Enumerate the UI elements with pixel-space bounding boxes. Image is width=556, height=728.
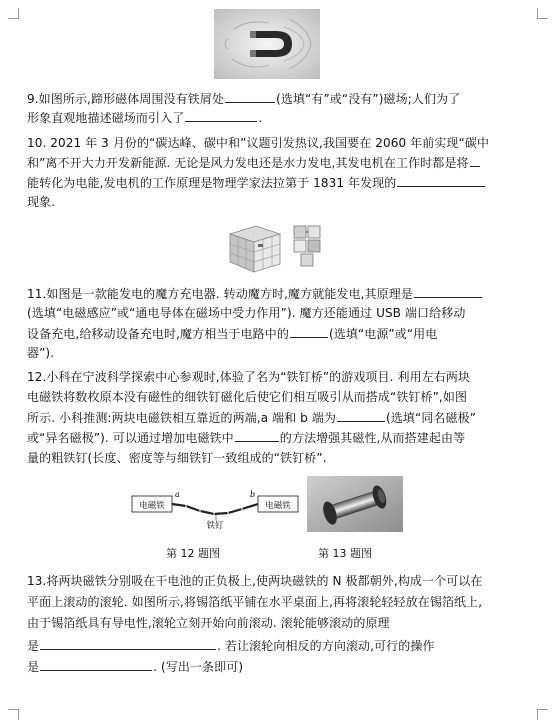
q10-text: 能转化为电能,发电机的工作原理是物理学家法拉第于 1831 年发现的 — [27, 176, 397, 190]
q12-text: 的方法增强其磁性,从而搭建起由等 — [279, 431, 466, 445]
left-electromagnet-label: 电磁铁 — [139, 501, 165, 511]
question-12-line-5: 量的粗铁钉(长度、密度等与细铁钉一致组成的“铁钉桥”. — [27, 451, 327, 465]
q9-text: 9.如图所示,蹄形磁体周围没有铁屑处 — [27, 92, 225, 106]
q11-text: 设备充电,给移动设备充电时,魔方相当于电路中的 — [27, 327, 289, 341]
question-13-line-2: 平面上滚动的滚轮. 如图所示,将锡箔纸平铺在水平桌面上,再将滚轮轻轻放在锡箔纸上, — [27, 595, 483, 609]
q12-text: (选填“同名磁极” — [386, 411, 477, 425]
q11-text: (选填“电源”或“用电 — [328, 327, 438, 341]
q13-text: . 若让滚轮向相反的方向滚动,可行的操作 — [217, 639, 435, 653]
q9-answer-blank-2[interactable] — [185, 108, 257, 122]
q12-text: 或“异名磁极”). 可以通过增加电磁铁中 — [27, 431, 234, 445]
question-12-line-1: 12.小科在宁波科学探索中心参观时,体验了名为“铁钉桥”的游戏项目. 利用左右两块 — [27, 370, 471, 384]
nail-chain — [172, 504, 258, 514]
question-11-line-3 — [27, 324, 525, 345]
question-9-line-1 — [27, 89, 525, 110]
crop-mark-top-right — [537, 8, 548, 19]
question-11-line-2: (选填“电磁感应”或“通电导体在磁场中受力作用”). 魔方还能通过 USB 端口给移动 — [27, 306, 466, 320]
q9-answer-blank-1[interactable] — [225, 89, 275, 103]
battery-roller-photo — [307, 476, 403, 532]
crop-mark-bottom-left — [8, 709, 19, 720]
question-13-line-5 — [27, 657, 525, 678]
question-10-line-1: 10. 2021 年 3 月份的“碳达峰、碳中和”议题引发热议,我国要在 2060 年前实现“碳中 — [27, 136, 490, 150]
q12-text: 所示. 小科推测:两块电磁铁相互靠近的两端,a 端和 b 端为 — [27, 411, 337, 425]
q13-answer-blank-2[interactable] — [40, 657, 152, 671]
horseshoe-magnet-photo — [214, 9, 320, 79]
q10-answer-blank-2[interactable] — [397, 173, 485, 187]
question-12-line-3 — [27, 408, 525, 429]
q11-text: 11.如图是一款能发电的魔方充电器. 转动魔方时,魔方就能发电,其原理是 — [27, 287, 413, 301]
question-10-line-3 — [27, 173, 525, 194]
figure-12-caption: 第 12 题图 — [166, 547, 220, 560]
q12-answer-blank-1[interactable] — [337, 408, 385, 422]
end-b-label: b — [250, 490, 256, 499]
crop-mark-top-left — [8, 8, 19, 19]
q9-text: (选填“有”或“没有”)磁场;人们为了 — [276, 92, 461, 106]
q11-answer-blank-1[interactable] — [414, 284, 482, 298]
question-12-line-4 — [27, 428, 525, 449]
question-10-line-2 — [27, 153, 525, 174]
question-11-line-1 — [27, 284, 525, 305]
question-11-line-4: 器”). — [27, 346, 55, 360]
nail-bridge-diagram — [130, 490, 300, 532]
q13-answer-blank-1[interactable] — [40, 636, 216, 650]
rubiks-cube-charger-photo — [222, 218, 330, 276]
right-electromagnet-label: 电磁铁 — [265, 501, 291, 511]
nail-label: 铁钉 — [206, 521, 224, 531]
q9-text: . — [258, 111, 263, 125]
figure-13-caption: 第 13 题图 — [318, 547, 372, 560]
q11-answer-blank-2[interactable] — [290, 324, 328, 338]
q13-text: . (写出一条即可) — [153, 660, 244, 674]
crop-mark-bottom-right — [537, 709, 548, 720]
q12-answer-blank-2[interactable] — [235, 428, 279, 442]
question-13-line-1: 13.将两块磁铁分别吸在干电池的正负极上,使两块磁铁的 N 极都朝外,构成一个可以在 — [27, 574, 483, 588]
q10-text: 和”离不开大力开发新能源. 无论是风力发电还是水力发电,其发电机在工作时都是将 — [27, 156, 469, 170]
question-13-line-3: 由于锡箔纸具有导电性,滚轮立刻开始向前滚动. 滚轮能够滚动的原理 — [27, 616, 390, 630]
end-a-label: a — [175, 490, 180, 499]
q13-text: 是 — [27, 660, 40, 674]
question-10-line-4: 现象. — [27, 195, 56, 209]
q9-text: 形象直观地描述磁场而引入了 — [27, 111, 185, 125]
question-12-line-2: 电磁铁将数枚原本没有磁性的细铁钉磁化后使它们相互吸引从而搭成“铁钉桥”,如图 — [27, 390, 468, 404]
question-13-line-4 — [27, 636, 525, 657]
question-9-line-2 — [27, 108, 525, 129]
q10-answer-blank-1[interactable] — [470, 153, 480, 167]
q13-text: 是 — [27, 639, 40, 653]
